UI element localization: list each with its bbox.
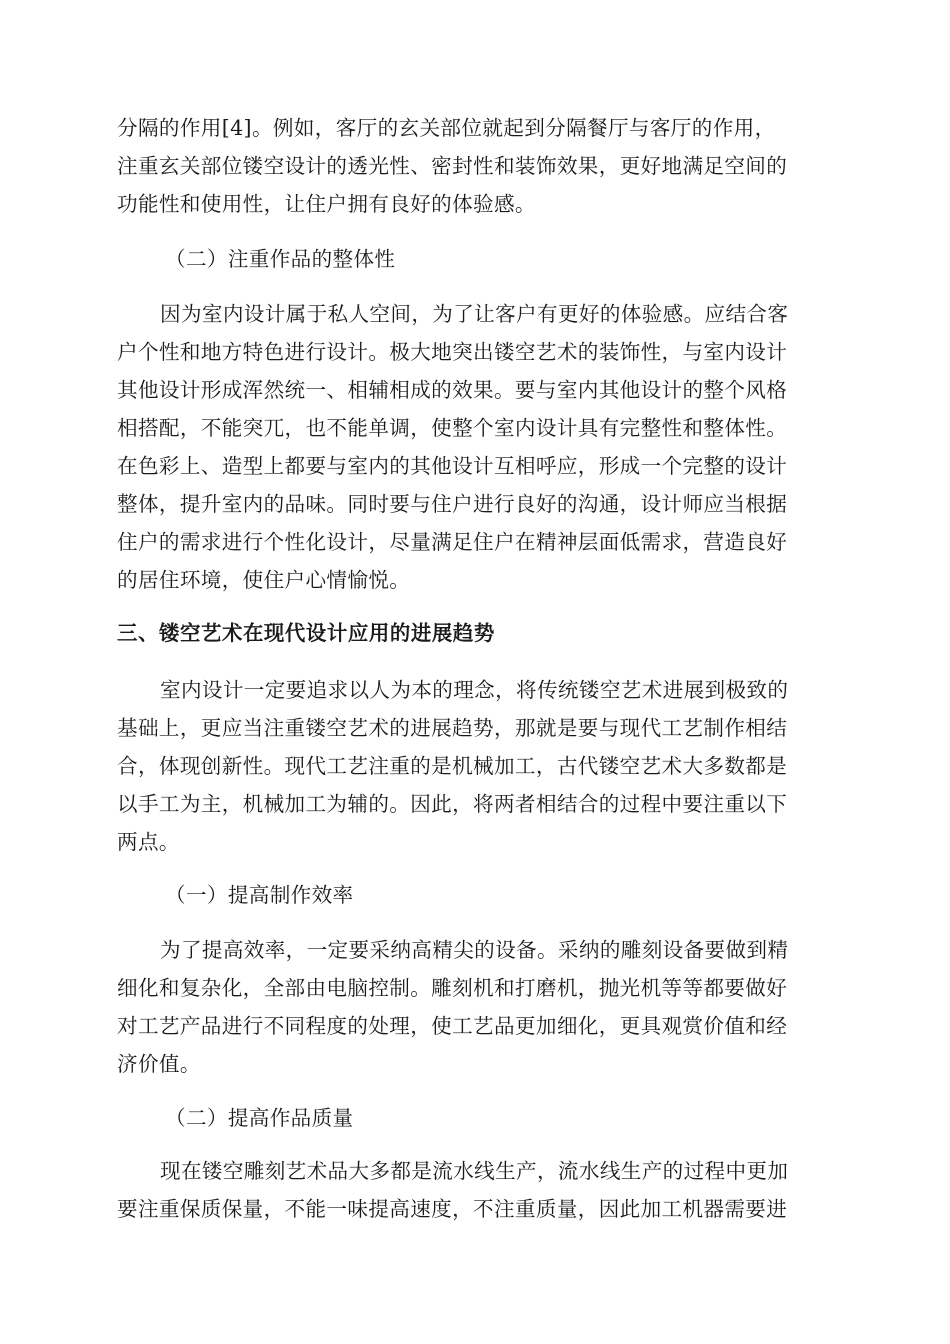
paragraph-line: 户个性和地方特色进行设计。极大地突出镂空艺术的装饰性，与室内设计	[117, 340, 788, 364]
subheading-text: （二）提高作品质量	[165, 1106, 354, 1130]
paragraph-line: 合，体现创新性。现代工艺注重的是机械加工，古代镂空艺术大多数都是	[117, 754, 788, 778]
paragraph-quality	[117, 1152, 833, 1228]
paragraph-line: 住户的需求进行个性化设计，尽量满足住户在精神层面低需求，营造良好	[117, 530, 788, 554]
section-heading-text: 三、镂空艺术在现代设计应用的进展趋势	[117, 621, 495, 645]
paragraph-line: 相搭配，不能突兀，也不能单调，使整个室内设计具有完整性和整体性。	[117, 416, 788, 440]
subheading-quality	[117, 1099, 881, 1137]
paragraph-efficiency	[117, 931, 833, 1083]
paragraph-line: 其他设计形成浑然统一、相辅相成的效果。要与室内其他设计的整个风格	[117, 378, 788, 402]
paragraph-integrity	[117, 295, 833, 599]
paragraph-line: 为了提高效率，一定要采纳高精尖的设备。采纳的雕刻设备要做到精	[160, 938, 789, 962]
subheading-efficiency	[117, 876, 881, 914]
paragraph-line: 因为室内设计属于私人空间，为了让客户有更好的体验感。应结合客	[160, 302, 789, 326]
paragraph-line: 功能性和使用性，让住户拥有良好的体验感。	[117, 192, 536, 216]
paragraph-trend	[117, 671, 833, 861]
paragraph-line: 整体，提升室内的品味。同时要与住户进行良好的沟通，设计师应当根据	[117, 492, 788, 516]
paragraph-line: 以手工为主，机械加工为辅的。因此，将两者相结合的过程中要注重以下	[117, 792, 788, 816]
paragraph-line: 注重玄关部位镂空设计的透光性、密封性和装饰效果，更好地满足空间的	[117, 154, 788, 178]
paragraph-line: 分隔的作用[4]。例如，客厅的玄关部位就起到分隔餐厅与客厅的作用，	[117, 116, 776, 140]
subheading-text: （二）注重作品的整体性	[165, 247, 396, 271]
paragraph-line: 在色彩上、造型上都要与室内的其他设计互相呼应，形成一个完整的设计	[117, 454, 788, 478]
paragraph-line: 对工艺产品进行不同程度的处理，使工艺品更加细化，更具观赏价值和经	[117, 1014, 788, 1038]
paragraph-line: 要注重保质保量，不能一味提高速度，不注重质量，因此加工机器需要进	[117, 1197, 788, 1221]
subheading-text: （一）提高制作效率	[165, 883, 354, 907]
subheading-integrity	[117, 240, 881, 278]
paragraph-line: 现在镂空雕刻艺术品大多都是流水线生产，流水线生产的过程中更加	[160, 1159, 789, 1183]
section-heading	[117, 614, 833, 652]
paragraph-line: 的居住环境，使住户心情愉悦。	[117, 568, 411, 592]
paragraph-line: 细化和复杂化，全部由电脑控制。雕刻机和打磨机，抛光机等等都要做好	[117, 976, 788, 1000]
paragraph-line: 室内设计一定要追求以人为本的理念，将传统镂空艺术进展到极致的	[160, 678, 789, 702]
paragraph-intro	[117, 109, 833, 223]
paragraph-line: 基础上，更应当注重镂空艺术的进展趋势，那就是要与现代工艺制作相结	[117, 716, 788, 740]
paragraph-line: 济价值。	[117, 1052, 201, 1076]
paragraph-line: 两点。	[117, 830, 180, 854]
